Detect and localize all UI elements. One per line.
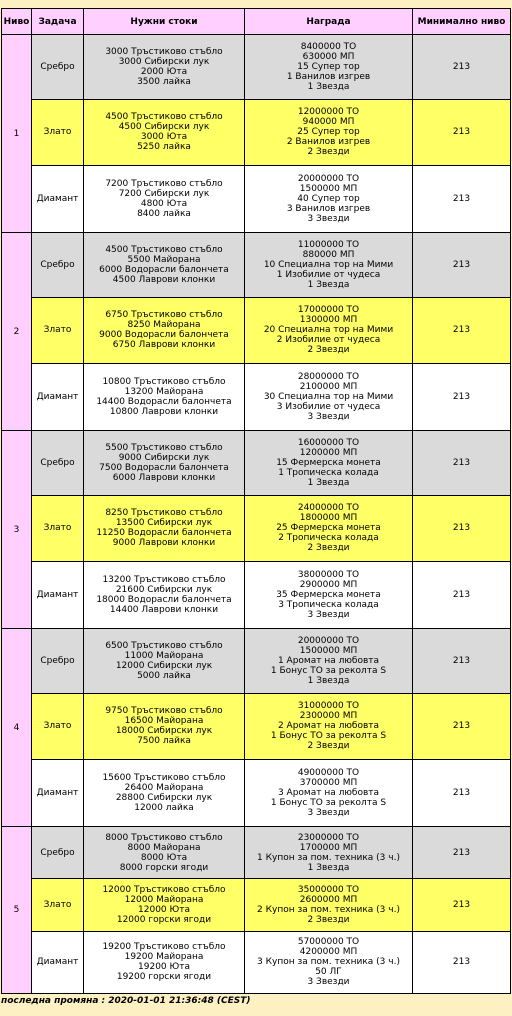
reward-cell <box>245 759 413 826</box>
table-row <box>2 298 511 363</box>
goods-item: 14400 Лаврови клонки <box>109 604 219 615</box>
task-cell: Диамант <box>32 363 84 430</box>
task-cell: Сребро <box>32 629 84 694</box>
goods-item: 15600 Тръстиково стъбло <box>102 772 226 783</box>
goods-item: 6000 Водорасли балончета <box>99 265 229 276</box>
reward-item: 2900000 МП <box>299 579 358 590</box>
min-level-cell: 213 <box>413 879 511 931</box>
goods-item: 3000 Юта <box>140 132 188 143</box>
reward-item: 1 Звезда <box>307 280 350 291</box>
goods-item: 9000 Водорасли балончета <box>99 330 229 341</box>
goods-cell <box>84 931 245 993</box>
quest-table <box>1 8 511 994</box>
header-reward: Награда <box>245 9 413 35</box>
reward-item: 2 Изобилие от чудеса <box>276 335 381 346</box>
table-row <box>2 431 511 496</box>
level-cell: 3 <box>2 431 32 629</box>
goods-item: 26400 Майорана <box>124 782 204 793</box>
goods-item: 18000 Водорасли балончета <box>96 594 232 605</box>
task-cell: Злато <box>32 100 84 165</box>
header-min-level: Минимално ниво <box>413 9 511 35</box>
table-body <box>2 35 511 994</box>
reward-item: 25 Супер тор <box>297 127 360 138</box>
goods-cell <box>84 233 245 298</box>
min-level-cell: 213 <box>413 931 511 993</box>
goods-item: 7200 Сибирски лук <box>118 188 210 199</box>
reward-item: 15 Супер тор <box>297 62 360 73</box>
reward-item: 2100000 МП <box>299 381 358 392</box>
table-row <box>2 496 511 561</box>
reward-item: 2 Тропическа колада <box>278 533 379 544</box>
task-cell: Злато <box>32 694 84 759</box>
reward-item: 30 Специална тор на Мими <box>263 391 394 402</box>
header-level: Ниво <box>2 9 32 35</box>
goods-cell <box>84 431 245 496</box>
goods-item: 3500 лайка <box>137 77 191 88</box>
goods-cell <box>84 694 245 759</box>
goods-cell <box>84 100 245 165</box>
reward-item: 11000000 ТО <box>297 240 360 251</box>
min-level-cell: 213 <box>413 496 511 561</box>
reward-cell <box>245 879 413 931</box>
task-cell: Сребро <box>32 431 84 496</box>
reward-cell <box>245 100 413 165</box>
reward-item: 1 Звезда <box>307 82 350 93</box>
table-row <box>2 561 511 628</box>
goods-item: 14400 Водорасли балончета <box>96 396 232 407</box>
reward-item: 3 Звезди <box>307 213 350 224</box>
goods-item: 8250 Тръстиково стъбло <box>105 508 223 519</box>
task-cell: Злато <box>32 298 84 363</box>
reward-item: 35000000 ТО <box>297 884 360 895</box>
reward-item: 57000000 ТО <box>297 937 360 948</box>
goods-item: 4500 Сибирски лук <box>118 122 210 133</box>
reward-cell <box>245 298 413 363</box>
goods-item: 6500 Тръстиково стъбло <box>105 641 223 652</box>
reward-item: 31000000 ТО <box>297 701 360 712</box>
reward-item: 50 ЛГ <box>315 967 342 978</box>
goods-item: 10800 Тръстиково стъбло <box>102 376 226 387</box>
goods-item: 12000 Юта <box>138 904 190 915</box>
goods-item: 7500 Водорасли балончета <box>99 463 229 474</box>
reward-item: 17000000 ТО <box>297 305 360 316</box>
reward-item: 1 Изобилие от чудеса <box>276 270 381 281</box>
reward-item: 2 Звезди <box>307 147 350 158</box>
level-cell: 4 <box>2 629 32 827</box>
table-row <box>2 759 511 826</box>
min-level-cell: 213 <box>413 233 511 298</box>
reward-item: 1700000 МП <box>299 842 358 853</box>
goods-item: 8000 Юта <box>140 852 188 863</box>
reward-cell <box>245 931 413 993</box>
goods-item: 9000 Сибирски лук <box>118 453 210 464</box>
goods-cell <box>84 879 245 931</box>
goods-item: 6750 Лаврови клонки <box>112 340 216 351</box>
reward-item: 2 Звезди <box>307 543 350 554</box>
last-modified: последна промяна : 2020-01-01 21:36:48 (CEST) <box>1 996 251 1006</box>
reward-item: 3 Звезди <box>307 609 350 620</box>
reward-item: 4200000 МП <box>299 947 358 958</box>
reward-cell <box>245 827 413 879</box>
goods-item: 5000 лайка <box>137 671 191 682</box>
reward-cell <box>245 233 413 298</box>
min-level-cell: 213 <box>413 35 511 100</box>
reward-item: 2 Купон за пом. техника (3 ч.) <box>257 904 400 915</box>
goods-item: 12000 лайка <box>134 802 194 813</box>
table-row <box>2 363 511 430</box>
reward-item: 1300000 МП <box>299 315 358 326</box>
task-cell: Диамант <box>32 165 84 232</box>
reward-item: 1 Звезда <box>307 478 350 489</box>
reward-item: 3 Звезди <box>307 807 350 818</box>
reward-item: 3 Звезди <box>307 411 350 422</box>
goods-item: 18000 Сибирски лук <box>115 726 213 737</box>
goods-item: 10800 Лаврови клонки <box>109 406 219 417</box>
goods-item: 7500 лайка <box>137 736 191 747</box>
goods-cell <box>84 496 245 561</box>
reward-item: 15 Фермерска монета <box>276 458 381 469</box>
reward-item: 3 Изобилие от чудеса <box>276 401 381 412</box>
table-row <box>2 35 511 100</box>
reward-item: 3 Тропическа колада <box>278 599 379 610</box>
goods-item: 9000 Лаврови клонки <box>112 538 216 549</box>
goods-item: 19200 Майорана <box>124 952 204 963</box>
reward-cell <box>245 496 413 561</box>
reward-item: 40 Супер тор <box>297 193 360 204</box>
table-row <box>2 233 511 298</box>
reward-cell <box>245 431 413 496</box>
goods-item: 13200 Тръстиково стъбло <box>102 574 226 585</box>
min-level-cell: 213 <box>413 694 511 759</box>
header-row <box>2 9 511 35</box>
table-row <box>2 694 511 759</box>
goods-item: 2000 Юта <box>140 67 188 78</box>
table-row <box>2 100 511 165</box>
min-level-cell: 213 <box>413 827 511 879</box>
reward-item: 2 Звезди <box>307 345 350 356</box>
reward-item: 3 Купон за пом. техника (3 ч.) <box>257 957 400 968</box>
goods-item: 21600 Сибирски лук <box>115 584 213 595</box>
reward-item: 2600000 МП <box>299 894 358 905</box>
reward-item: 1 Ванилов изгрев <box>286 72 371 83</box>
goods-item: 7200 Тръстиково стъбло <box>105 178 223 189</box>
reward-item: 25 Фермерска монета <box>276 523 381 534</box>
min-level-cell: 213 <box>413 100 511 165</box>
goods-item: 12000 Сибирски лук <box>115 661 213 672</box>
reward-item: 2 Аромат на любовта <box>277 721 380 732</box>
reward-item: 35 Фермерска монета <box>276 589 381 600</box>
min-level-cell: 213 <box>413 431 511 496</box>
goods-item: 19200 Тръстиково стъбло <box>102 942 226 953</box>
goods-item: 9750 Тръстиково стъбло <box>105 706 223 717</box>
reward-item: 24000000 ТО <box>297 503 360 514</box>
reward-cell <box>245 561 413 628</box>
reward-cell <box>245 35 413 100</box>
min-level-cell: 213 <box>413 759 511 826</box>
reward-item: 1 Бонус ТО за реколта S <box>270 666 387 677</box>
level-cell: 5 <box>2 827 32 994</box>
table-row <box>2 931 511 993</box>
reward-item: 1800000 МП <box>299 513 358 524</box>
reward-item: 20000000 ТО <box>297 636 360 647</box>
level-cell: 2 <box>2 233 32 431</box>
goods-item: 13200 Майорана <box>124 386 204 397</box>
reward-item: 1 Аромат на любовта <box>277 656 380 667</box>
goods-cell <box>84 298 245 363</box>
goods-item: 28800 Сибирски лук <box>115 792 213 803</box>
goods-item: 4500 Тръстиково стъбло <box>105 112 223 123</box>
goods-item: 11250 Водорасли балончета <box>96 528 232 539</box>
task-cell: Диамант <box>32 931 84 993</box>
reward-item: 1500000 МП <box>299 646 358 657</box>
goods-item: 6000 Лаврови клонки <box>112 473 216 484</box>
goods-item: 4800 Юта <box>140 198 188 209</box>
reward-item: 940000 МП <box>302 117 355 128</box>
goods-item: 8250 Майорана <box>127 320 201 331</box>
reward-item: 38000000 ТО <box>297 569 360 580</box>
header-task: Задача <box>32 9 84 35</box>
reward-item: 23000000 ТО <box>297 832 360 843</box>
task-cell: Сребро <box>32 35 84 100</box>
table-row <box>2 165 511 232</box>
reward-item: 49000000 ТО <box>297 767 360 778</box>
goods-item: 8400 лайка <box>137 208 191 219</box>
goods-cell <box>84 35 245 100</box>
reward-item: 2 Звезди <box>307 741 350 752</box>
reward-cell <box>245 629 413 694</box>
reward-item: 3 Аромат на любовта <box>277 787 380 798</box>
goods-item: 8000 горски ягоди <box>119 862 209 873</box>
reward-item: 880000 МП <box>302 250 355 261</box>
goods-item: 16500 Майорана <box>124 716 204 727</box>
reward-item: 20 Специална тор на Мими <box>263 325 394 336</box>
goods-item: 5500 Майорана <box>127 255 201 266</box>
reward-item: 1 Звезда <box>307 862 350 873</box>
goods-item: 12000 Майорана <box>124 894 204 905</box>
goods-cell <box>84 629 245 694</box>
reward-item: 1 Тропическа колада <box>278 468 379 479</box>
min-level-cell: 213 <box>413 298 511 363</box>
goods-item: 5500 Тръстиково стъбло <box>105 443 223 454</box>
reward-item: 12000000 ТО <box>297 107 360 118</box>
goods-cell <box>84 165 245 232</box>
goods-item: 8000 Майорана <box>127 842 201 853</box>
task-cell: Злато <box>32 496 84 561</box>
reward-item: 1200000 МП <box>299 448 358 459</box>
goods-item: 19200 горски ягоди <box>116 972 212 983</box>
reward-item: 3 Звезди <box>307 977 350 988</box>
reward-item: 1 Бонус ТО за реколта S <box>270 731 387 742</box>
reward-item: 3700000 МП <box>299 777 358 788</box>
min-level-cell: 213 <box>413 363 511 430</box>
goods-item: 13500 Сибирски лук <box>115 518 213 529</box>
goods-item: 4500 Тръстиково стъбло <box>105 245 223 256</box>
min-level-cell: 213 <box>413 165 511 232</box>
goods-item: 4500 Лаврови клонки <box>112 275 216 286</box>
reward-cell <box>245 363 413 430</box>
goods-cell <box>84 561 245 628</box>
reward-item: 1 Бонус ТО за реколта S <box>270 797 387 808</box>
task-cell: Сребро <box>32 233 84 298</box>
goods-item: 5250 лайка <box>137 142 191 153</box>
reward-item: 630000 МП <box>302 52 355 63</box>
task-cell: Злато <box>32 879 84 931</box>
goods-item: 6750 Тръстиково стъбло <box>105 310 223 321</box>
level-cell: 1 <box>2 35 32 233</box>
reward-item: 2 Ванилов изгрев <box>286 137 371 148</box>
reward-item: 1 Купон за пом. техника (3 ч.) <box>257 852 400 863</box>
reward-item: 1500000 МП <box>299 183 358 194</box>
goods-item: 8000 Тръстиково стъбло <box>105 832 223 843</box>
min-level-cell: 213 <box>413 629 511 694</box>
task-cell: Диамант <box>32 759 84 826</box>
header-goods: Нужни стоки <box>84 9 245 35</box>
reward-item: 10 Специална тор на Мими <box>263 260 394 271</box>
reward-item: 28000000 ТО <box>297 371 360 382</box>
reward-item: 20000000 ТО <box>297 173 360 184</box>
reward-item: 3 Ванилов изгрев <box>286 203 371 214</box>
goods-item: 12000 Тръстиково стъбло <box>102 884 226 895</box>
reward-item: 2300000 МП <box>299 711 358 722</box>
table-row <box>2 629 511 694</box>
goods-item: 3000 Тръстиково стъбло <box>105 47 223 58</box>
reward-cell <box>245 694 413 759</box>
goods-item: 3000 Сибирски лук <box>118 57 210 68</box>
reward-item: 1 Звезда <box>307 676 350 687</box>
table-row <box>2 827 511 879</box>
task-cell: Диамант <box>32 561 84 628</box>
goods-cell <box>84 759 245 826</box>
goods-item: 11000 Майорана <box>124 651 204 662</box>
reward-item: 2 Звезди <box>307 914 350 925</box>
goods-item: 12000 горски ягоди <box>116 914 212 925</box>
min-level-cell: 213 <box>413 561 511 628</box>
goods-item: 19200 Юта <box>138 962 190 973</box>
reward-cell <box>245 165 413 232</box>
task-cell: Сребро <box>32 827 84 879</box>
goods-cell <box>84 827 245 879</box>
goods-cell <box>84 363 245 430</box>
reward-item: 8400000 ТО <box>300 42 357 53</box>
table-row <box>2 879 511 931</box>
reward-item: 16000000 ТО <box>297 438 360 449</box>
